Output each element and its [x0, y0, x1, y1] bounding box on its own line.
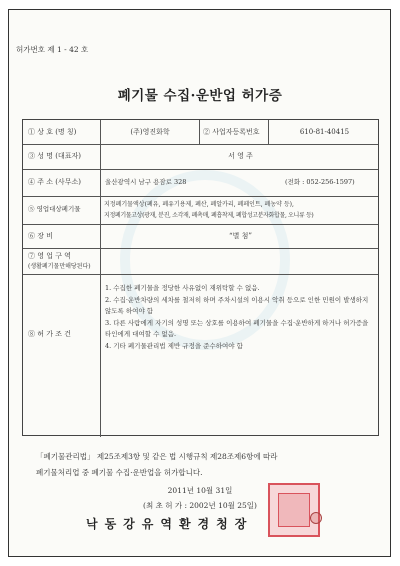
equipment-label: ⑥ 장 비	[28, 232, 53, 240]
biz-reg-label: ② 사업자등록번호	[203, 128, 260, 136]
body-line-2: 폐기물처리업 중 폐기물 수집·운반업을 허가합니다.	[36, 468, 203, 477]
address-value: 울산광역시 남구 용잠로 328	[105, 178, 187, 186]
trade-name-label: ① 상 호 (명 칭)	[28, 128, 77, 136]
conditions-list	[105, 283, 375, 353]
document-title: 폐기물 수집·운반업 허가증	[117, 88, 283, 104]
first-permit-date: (최 초 허 가 : 2002년 10월 25일)	[143, 501, 257, 510]
body-line-1: 「폐기물관리법」 제25조제3항 및 같은 법 시행규칙 제28조제6항에 따라	[36, 452, 278, 461]
waste-types-line2: 지정폐기물고상(광재, 분진, 소각재, 폐촉매, 폐흡착제, 폐합성고분자화합물, 오니류 등)	[104, 212, 314, 219]
biz-reg-value: 610-81-40415	[299, 128, 350, 136]
stamp-mark-icon	[310, 512, 322, 524]
address-label: ④ 주 소 (사무소)	[28, 178, 81, 186]
trade-name-value: (주)영진화학	[130, 128, 170, 136]
issue-date: 2011년 10월 31일	[167, 486, 233, 495]
waste-types-label: ⑤ 영업대상폐기물	[28, 205, 81, 213]
area-label: ⑦ 영 업 구 역	[28, 252, 71, 260]
condition-item: 4. 기타 폐기물관리법 제반 규정을 준수하여야 함	[105, 341, 243, 350]
area-sublabel: (생활폐기물만해당된다)	[28, 263, 91, 270]
issuing-authority: 낙동강유역환경청장	[86, 517, 254, 531]
permit-info-table	[22, 119, 379, 436]
condition-item: 2. 수집·운반차량의 세차를 철저히 하며 주차시설의 이용시 악취 등으로 인한 민원이 발생하지 않도록 하여야 함	[105, 296, 369, 315]
condition-item: 1. 수집한 폐기물을 정당한 사유없이 재위탁할 수 없음.	[105, 284, 260, 292]
seal-inner-mark	[278, 493, 310, 527]
permit-number: 허가번호 제 1 - 42 호	[16, 45, 89, 54]
waste-types-line1: 지정폐기물액상(폐유, 폐유기용제, 폐산, 폐알카리, 폐페인트, 폐농약 등),	[104, 201, 294, 208]
address-phone: (전화 : 052-256-1597)	[285, 178, 355, 186]
conditions-label: ⑧ 허 가 조 건	[28, 330, 71, 338]
representative-value: 서 영 주	[228, 152, 253, 160]
condition-item: 3. 다른 사람에게 자기의 성명 또는 상호를 이용하여 폐기물을 수집·운반하게 하거나 허가증을 타인에게 대여할 수 없음.	[105, 319, 369, 338]
equipment-value: “별 첨”	[229, 232, 252, 240]
official-seal	[268, 483, 320, 537]
representative-label: ③ 성 명 (대표자)	[28, 152, 81, 160]
